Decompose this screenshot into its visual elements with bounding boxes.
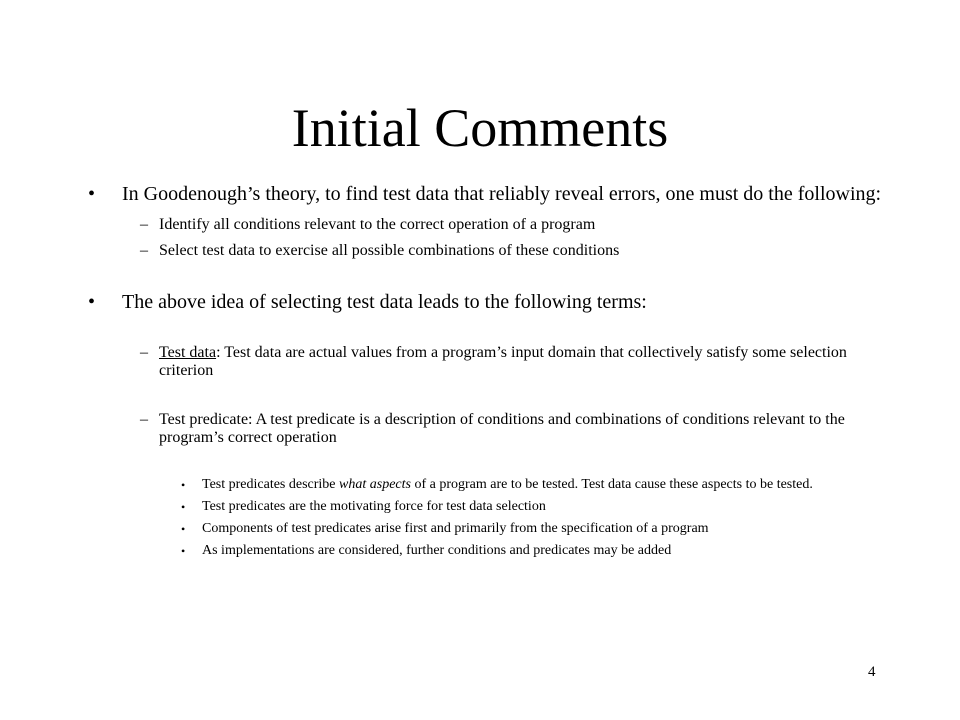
dash-marker: – xyxy=(140,344,148,361)
item-text-emphasis: what aspects xyxy=(339,477,411,492)
bullet-marker: • xyxy=(181,500,186,514)
bullet-text: In Goodenough’s theory, to find test data that reliably reveal errors, one must do the following: xyxy=(122,183,882,205)
slide-title: Initial Comments xyxy=(291,98,669,158)
term-test-data: Test data xyxy=(159,344,217,361)
item-text-post: of a program are to be tested. Test data cause these aspects to be tested. xyxy=(410,477,813,492)
bullet-marker: • xyxy=(181,544,186,558)
bullet-text: The above idea of selecting test data leads to the following terms: xyxy=(122,291,647,313)
subbullet-text: Test predicate: A test predicate is a description of conditions and combinations of conditions relevant to the program’s correct operation xyxy=(159,411,845,446)
item-text: As implementations are considered, further conditions and predicates may be added xyxy=(202,543,672,558)
slide-content xyxy=(88,183,888,559)
item-components-arise xyxy=(88,521,888,537)
bullet-goodenough-theory xyxy=(88,183,888,205)
subbullet-select-test-data xyxy=(88,242,888,260)
page-number: 4 xyxy=(868,664,876,680)
subbullet-identify-conditions xyxy=(88,216,888,234)
item-text: Test predicates are the motivating force for test data selection xyxy=(202,499,546,514)
bullet-selecting-test-data xyxy=(88,291,888,313)
dash-marker: – xyxy=(140,242,148,259)
dash-marker: – xyxy=(140,216,148,233)
item-implementations-considered xyxy=(88,543,888,559)
subbullet-text: Identify all conditions relevant to the correct operation of a program xyxy=(159,216,596,233)
dash-marker: – xyxy=(140,411,148,428)
subbullet-text: Select test data to exercise all possible combinations of these conditions xyxy=(159,242,620,259)
subbullet-text: : Test data are actual values from a program’s input domain that collectively satisfy some selection criterion xyxy=(159,344,847,379)
bullet-marker: • xyxy=(88,183,96,205)
bullet-marker: • xyxy=(181,478,186,492)
bullet-marker: • xyxy=(88,291,96,313)
item-predicates-describe xyxy=(88,477,888,493)
item-motivating-force xyxy=(88,499,888,515)
bullet-marker: • xyxy=(181,522,186,536)
item-text: Components of test predicates arise first and primarily from the specification of a program xyxy=(202,521,709,536)
subbullet-test-predicate-definition xyxy=(88,411,888,447)
subbullet-test-data-definition xyxy=(88,344,888,380)
item-text-pre: Test predicates describe xyxy=(202,477,340,492)
